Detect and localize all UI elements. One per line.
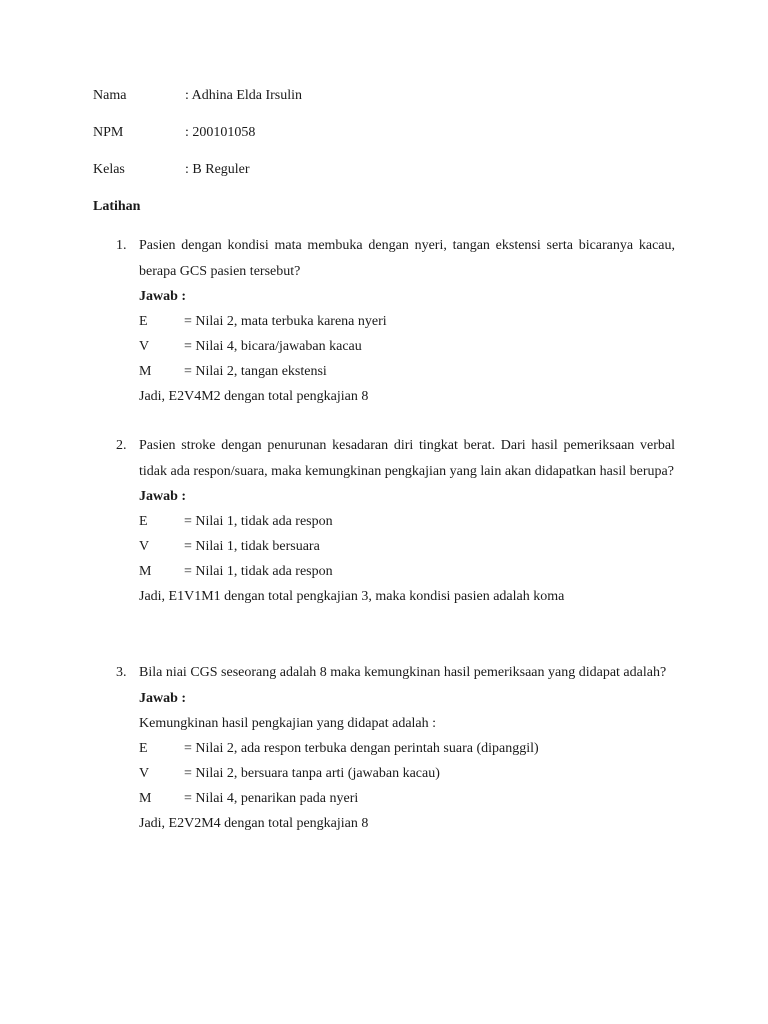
- item-desc: = Nilai 2, ada respon terbuka dengan perintah suara (dipanggil): [184, 740, 539, 756]
- class-value: : B Reguler: [185, 162, 250, 177]
- npm-row: [93, 123, 255, 143]
- item-desc: = Nilai 2, bersuara tanpa arti (jawaban kacau): [184, 765, 440, 781]
- answer-block: [139, 484, 675, 609]
- item-desc: = Nilai 1, tidak ada respon: [184, 514, 333, 529]
- question-text: Bila niai CGS seseorang adalah 8 maka kemungkinan hasil pemeriksaan yang didapat adalah?: [139, 665, 667, 680]
- question-number: 1.: [116, 238, 127, 253]
- item-desc: = Nilai 1, tidak ada respon: [184, 564, 333, 579]
- item-code: M: [139, 364, 152, 379]
- item-code: M: [139, 790, 152, 806]
- item-code: V: [139, 339, 150, 354]
- item-desc: = Nilai 2, mata terbuka karena nyeri: [184, 314, 387, 329]
- answer-label: Jawab :: [139, 289, 187, 304]
- npm-value: : 200101058: [185, 125, 256, 140]
- answer-block: [139, 284, 675, 409]
- answer-item-e: [139, 309, 675, 334]
- name-label: Nama: [93, 88, 127, 103]
- item-desc: = Nilai 4, penarikan pada nyeri: [184, 790, 359, 806]
- question-text: Pasien dengan kondisi mata membuka dengan nyeri, tangan ekstensi serta bicaranya kacau, berapa GCS pasien tersebut?: [139, 238, 675, 279]
- class-label: Kelas: [93, 162, 125, 177]
- answer-conclusion: Jadi, E2V4M2 dengan total pengkajian 8: [139, 389, 369, 404]
- answer-item-e: [139, 736, 675, 761]
- answer-label: Jawab :: [139, 489, 187, 504]
- question-1: [93, 233, 675, 409]
- answer-conclusion: Jadi, E2V2M4 dengan total pengkajian 8: [139, 815, 369, 831]
- item-desc: = Nilai 1, tidak bersuara: [184, 539, 320, 554]
- item-desc: = Nilai 2, tangan ekstensi: [184, 364, 327, 379]
- answer-block: [139, 686, 675, 836]
- answer-item-m: [139, 559, 675, 584]
- section-title: Latihan: [93, 199, 141, 214]
- item-code: V: [139, 765, 150, 781]
- question-number: 2.: [116, 438, 127, 453]
- answer-conclusion: Jadi, E1V1M1 dengan total pengkajian 3, maka kondisi pasien adalah koma: [139, 589, 565, 604]
- answer-item-v: [139, 534, 675, 559]
- answer-intro: Kemungkinan hasil pengkajian yang didapat adalah :: [139, 715, 437, 731]
- name-value: : Adhina Elda Irsulin: [185, 88, 303, 103]
- answer-item-v: [139, 761, 675, 786]
- answer-item-m: [139, 786, 675, 811]
- item-code: E: [139, 514, 148, 529]
- item-code: M: [139, 564, 152, 579]
- question-number: 3.: [116, 665, 127, 680]
- answer-label: Jawab :: [139, 690, 187, 706]
- item-code: E: [139, 740, 148, 756]
- question-2: [93, 433, 675, 609]
- npm-label: NPM: [93, 125, 124, 140]
- answer-item-m: [139, 359, 675, 384]
- answer-item-v: [139, 334, 675, 359]
- item-code: V: [139, 539, 150, 554]
- class-row: [93, 160, 250, 180]
- answer-item-e: [139, 509, 675, 534]
- question-3: [93, 660, 675, 836]
- item-desc: = Nilai 4, bicara/jawaban kacau: [184, 339, 362, 354]
- name-row: [93, 86, 302, 106]
- question-text: Pasien stroke dengan penurunan kesadaran diri tingkat berat. Dari hasil pemeriksaan verbal tidak ada respon/suara, maka kemungkinan pengkajian yang lain akan didapatkan hasil berupa?: [139, 438, 675, 479]
- item-code: E: [139, 314, 148, 329]
